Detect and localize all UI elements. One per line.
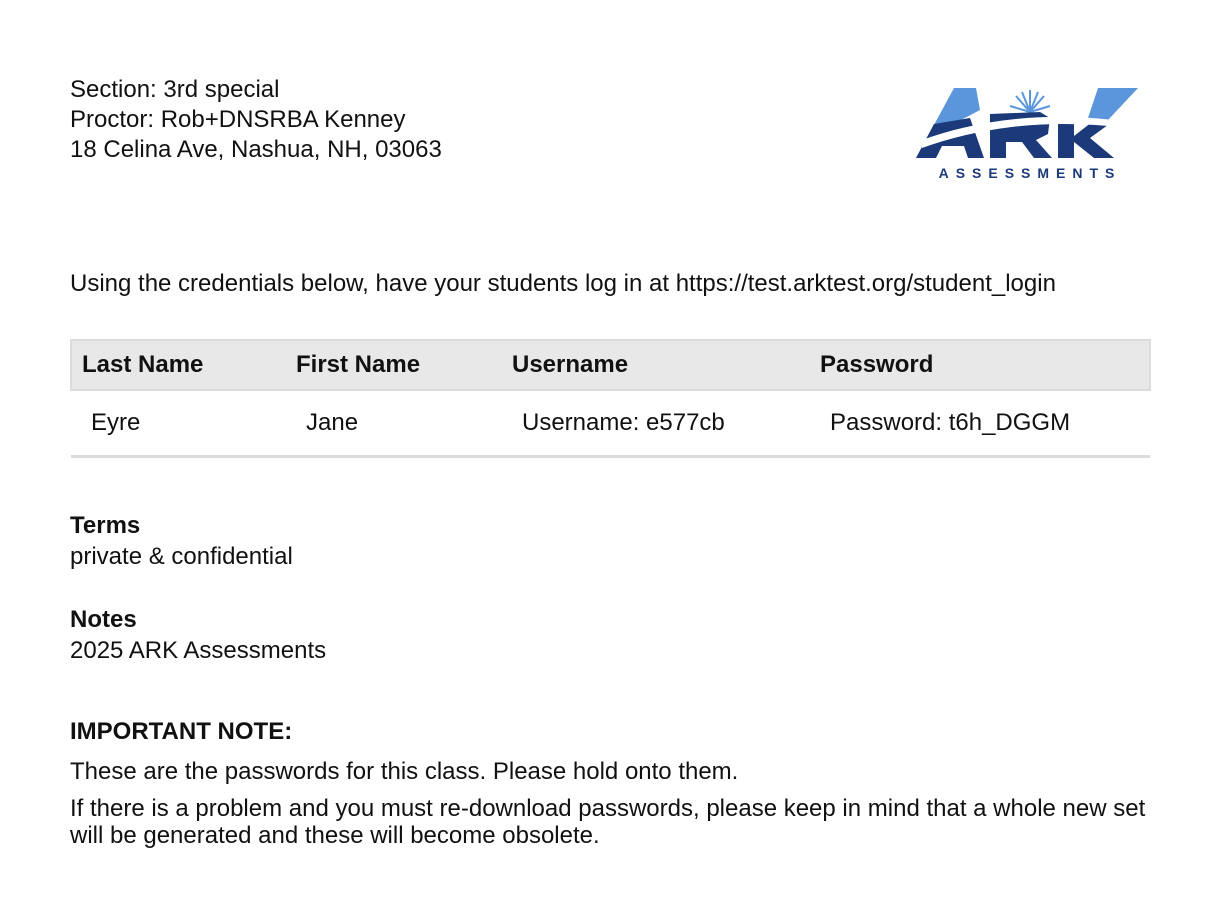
notes-label: Notes: [70, 606, 137, 633]
cell-password: Password: t6h_DGGM: [810, 390, 1150, 457]
important-note-line: If there is a problem and you must re-download passwords, please keep in mind that a whole new set will be generated and these will become obsolete.: [70, 795, 1146, 849]
important-note-section: [70, 717, 1160, 859]
credentials-table: [70, 339, 1151, 458]
cell-first-name: Jane: [286, 390, 502, 457]
header-info: [70, 75, 442, 165]
notes-value: 2025 ARK Assessments: [70, 637, 327, 664]
header-password: Password: [810, 340, 1150, 390]
notes-section: [70, 604, 326, 666]
header-first-name: First Name: [286, 340, 502, 390]
terms-label: Terms: [70, 512, 141, 539]
important-note-label: IMPORTANT NOTE:: [70, 718, 293, 745]
logo-tagline: ASSESSMENTS: [938, 165, 1122, 181]
terms-section: [70, 510, 293, 572]
cell-username: Username: e577cb: [502, 390, 810, 457]
table-row: [71, 390, 1150, 457]
ark-assessments-logo: [912, 84, 1148, 184]
cell-last-name: Eyre: [71, 390, 286, 457]
header-last-name: Last Name: [71, 340, 286, 390]
table-header-row: [71, 340, 1150, 390]
login-instructions: Using the credentials below, have your students log in at https://test.arktest.org/student_login: [70, 270, 1056, 297]
section-line: Section: 3rd special: [70, 76, 280, 103]
address-line: 18 Celina Ave, Nashua, NH, 03063: [70, 136, 442, 163]
header-username: Username: [502, 340, 810, 390]
terms-value: private & confidential: [70, 543, 293, 570]
proctor-line: Proctor: Rob+DNSRBA Kenney: [70, 106, 406, 133]
important-note-line: These are the passwords for this class. Please hold onto them.: [70, 758, 739, 785]
